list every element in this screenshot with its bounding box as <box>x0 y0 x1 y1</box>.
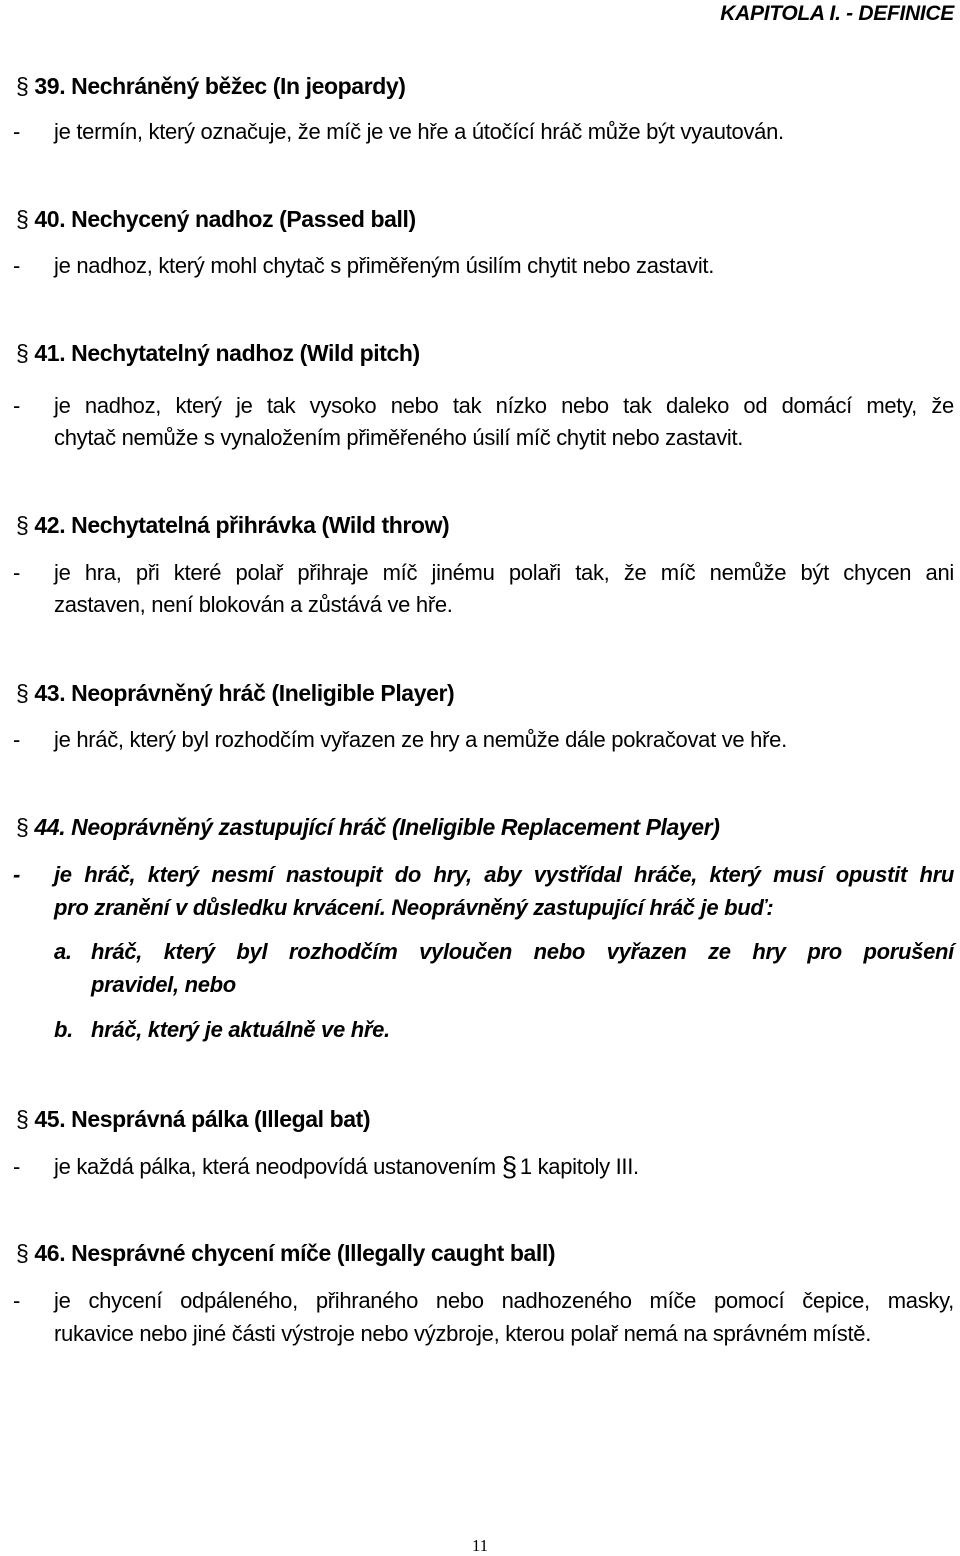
section-mark: § <box>16 680 29 706</box>
entry-title-46: § 46. Nesprávné chycení míče (Illegally caught ball) <box>16 1240 556 1266</box>
section-mark: § <box>16 512 29 538</box>
entry-title-45: § 45. Nesprávná pálka (Illegal bat) <box>16 1106 371 1132</box>
section-mark: § <box>16 73 29 99</box>
page-header: KAPITOLA I. - DEFINICE <box>720 2 954 25</box>
page-number: 11 <box>471 1536 489 1555</box>
section-mark: § <box>16 206 29 232</box>
document-page: KAPITOLA I. - DEFINICE § 39. Nechráněný běžec (In jeopardy) - je termín, který označuje, že míč je ve hře a útočící hráč může být vyautován. § 40. Nechycený nadhoz (Passed ball) - je nadhoz, který mohl chytač s přiměřeným úsilím chytit nebo zastavit. § 41. Nechytatelný nadhoz (Wild pitch) - je nadhoz, který je tak vysoko nebo tak nízko nebo tak daleko od domácí mety, že chytač nemůže s vynaložením přiměřeného úsilí míč chytit nebo zastavit. § 42. Nechytatelná přihrávka (Wild throw) - je hra, při které polař přihraje míč jinému polaři tak, že míč nemůže být chycen ani zastaven, není blokován a zůstává ve hře. § 43. Neoprávněný hráč (Ineligible Player) - je hráč, který byl rozhodčím vyřazen ze hry a nemůže dále pokračovat ve hře. § 44. Neoprávněný zastupující hráč (Ineligible Replacement Player) - je hráč, který nesmí nastoupit do hry, aby vystřídal hráče, který musí opustit hru pro zranění v důsledku krvácení. Neoprávněný zastupující hráč je buď: a. hráč, který byl rozhodčím vyloučen nebo vyřazen ze hry pro porušení pravidel, nebo b. hráč, který je aktuálně ve hře. § 45. Nesprávná pálka (Illegal bat) - je každá pálka, která neodpovídá ustanovením § 1 kapitoly III. § 46. Nesprávné chycení míče (Illegally caught ball) - je chycení odpáleného, přihraného nebo nadhozeného míče pomocí čepice, masky, rukavice nebo jiné části výstroje nebo výzbroje, kterou polař nemá na správném místě. 11 <box>0 0 960 1556</box>
section-mark: § <box>16 340 29 366</box>
section-mark: § <box>16 1240 29 1266</box>
entry-title-42: § 42. Nechytatelná přihrávka (Wild throw) <box>16 512 450 538</box>
entry-title-40: § 40. Nechycený nadhoz (Passed ball) <box>16 206 416 232</box>
entry-title-39: § 39. Nechráněný běžec (In jeopardy) <box>16 73 406 99</box>
entry-title-43: § 43. Neoprávněný hráč (Ineligible Player) <box>16 680 455 706</box>
section-mark: § <box>501 1151 517 1182</box>
entry-title-41: § 41. Nechytatelný nadhoz (Wild pitch) <box>16 340 420 366</box>
section-mark: § <box>16 814 29 840</box>
entry-title-44: § 44. Neoprávněný zastupující hráč (Ineligible Replacement Player) <box>16 814 720 840</box>
section-mark: § <box>16 1106 29 1132</box>
